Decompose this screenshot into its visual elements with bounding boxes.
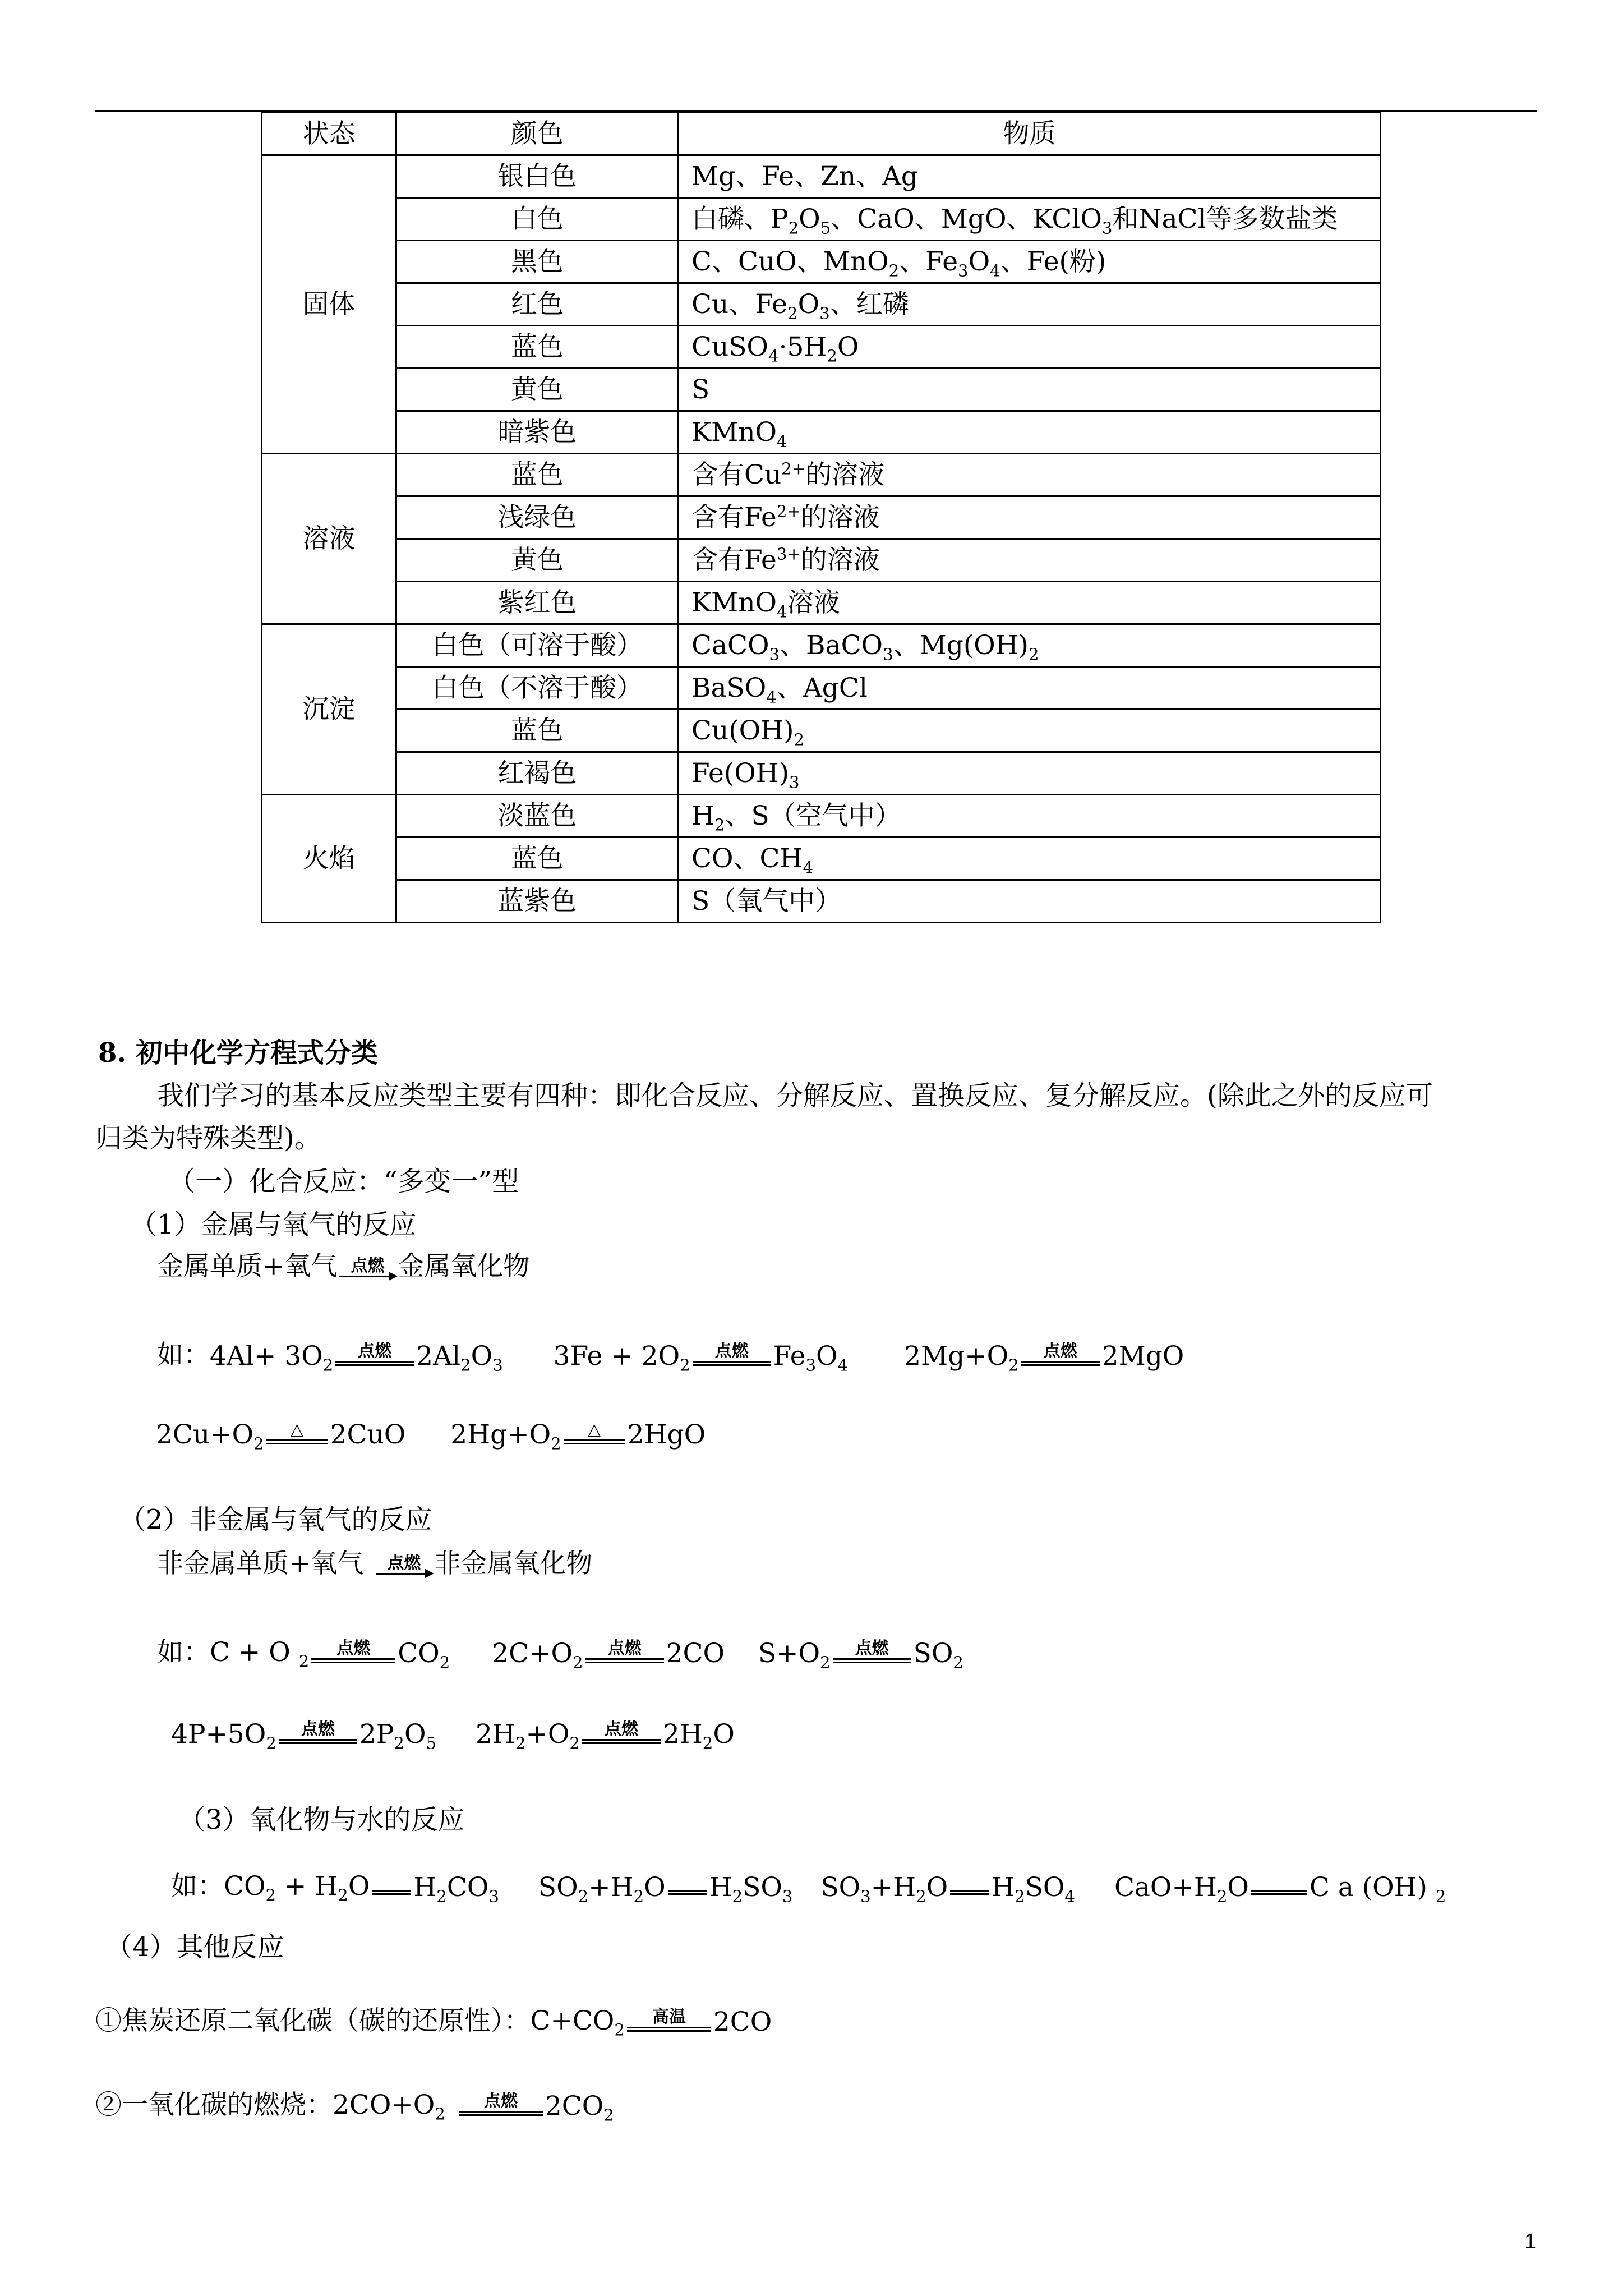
table-row [262, 624, 1381, 667]
equation-coke-reduction [95, 2000, 772, 2040]
equals-line [585, 1658, 664, 1663]
substance-cell: 含有$Fe^{3+}$的溶液 [679, 539, 1381, 582]
header-color: 颜色 [396, 113, 679, 155]
substance-cell: $CuSO_4\cdot 5H_2O$ [679, 326, 1381, 369]
table-row [262, 411, 1381, 454]
table-header-row [262, 113, 1381, 155]
table-row [262, 369, 1381, 411]
condition-arrow [335, 1342, 414, 1366]
color-cell: 白色 [396, 198, 679, 241]
condition-arrow [1251, 1890, 1307, 1895]
table-row [262, 795, 1381, 838]
equation-row-heat [156, 1419, 706, 1453]
table-row [262, 667, 1381, 710]
equals-line [833, 1658, 911, 1663]
table-row [262, 283, 1381, 326]
reactants: 如：$CO_2 + H_2O$ [171, 1871, 370, 1905]
products: $SO_2$ [913, 1638, 963, 1672]
reactants: 金属单质+氧气 [157, 1251, 338, 1282]
color-cell: 蓝色 [396, 838, 679, 880]
arrow-line [339, 1276, 395, 1277]
color-cell: 白色（不溶于酸） [396, 667, 679, 710]
example-prefix: 如： [157, 1340, 210, 1370]
color-cell: 淡蓝色 [396, 795, 679, 838]
table-row [262, 326, 1381, 369]
condition-arrow [668, 1890, 707, 1895]
state-cell: 火焰 [262, 795, 396, 923]
table-row [262, 880, 1381, 923]
item-other-reactions: （4）其他反应 [105, 1931, 284, 1963]
color-cell: 蓝紫色 [396, 880, 679, 923]
products: 2CO [666, 1638, 725, 1669]
color-cell: 蓝色 [396, 454, 679, 496]
condition-arrow [339, 1257, 395, 1277]
substance-cell: S [679, 369, 1381, 411]
table-row [262, 454, 1381, 496]
condition-label: 点燃 [351, 1256, 385, 1276]
reactants: 如：C + O $_2$ [157, 1637, 310, 1671]
substance-cell: $Cu(OH)_2$ [679, 710, 1381, 752]
table-row [262, 155, 1381, 198]
reactants: $SO_3+H_2O$ [820, 1872, 948, 1906]
products: $2CO_2$ [545, 2091, 614, 2125]
color-cell: 紫红色 [396, 582, 679, 624]
condition-arrow [376, 1554, 432, 1575]
reactants: 非金属单质+氧气 [157, 1548, 364, 1579]
equals-line [372, 1890, 411, 1895]
table-row [262, 241, 1381, 283]
heat-icon: △ [291, 1420, 304, 1439]
condition-label: 点燃 [483, 2091, 518, 2111]
equals-line [668, 1890, 707, 1895]
equation-metal-general [157, 1245, 529, 1283]
substance-cell: 含有$Fe^{2+}$的溶液 [679, 496, 1381, 539]
equals-line [1251, 1890, 1307, 1895]
table-row [262, 198, 1381, 241]
condition-label: 点燃 [607, 1639, 642, 1658]
condition-arrow [582, 1720, 661, 1744]
condition-label: 点燃 [387, 1553, 421, 1573]
products: C a (OH) $_2$ [1309, 1872, 1446, 1906]
condition-arrow [564, 1420, 625, 1444]
condition-arrow [585, 1639, 664, 1663]
reactants: $S+O_2$ [758, 1638, 831, 1672]
equals-line [627, 2027, 711, 2032]
condition-label: 点燃 [604, 1719, 638, 1739]
products: $CO_2$ [398, 1638, 450, 1672]
substance-cell: 含有$Cu^{2+}$的溶液 [679, 454, 1381, 496]
color-cell: 黑色 [396, 241, 679, 283]
state-cell: 溶液 [262, 454, 396, 624]
equation-row-metal-examples [157, 1334, 1184, 1375]
equation-co-combustion [95, 2084, 614, 2125]
condition-arrow [266, 1420, 328, 1444]
heat-icon: △ [588, 1420, 601, 1439]
subsection-combination: （一）化合反应：“多变一”型 [168, 1166, 519, 1197]
products: $H_2SO_3$ [709, 1872, 793, 1906]
reactants: $4P+5O_2$ [171, 1719, 276, 1753]
reactants: $4Al+ 3O_2$ [210, 1341, 334, 1375]
color-cell: 浅绿色 [396, 496, 679, 539]
color-cell: 蓝色 [396, 710, 679, 752]
state-cell: 固体 [262, 155, 396, 454]
condition-arrow [311, 1639, 395, 1663]
table-row [262, 752, 1381, 795]
intro-line-1: 我们学习的基本反应类型主要有四种：即化合反应、分解反应、置换反应、复分解反应。(除此之外的反应可 [157, 1080, 1433, 1111]
substance-cell: S（氧气中） [679, 880, 1381, 923]
table-row [262, 539, 1381, 582]
color-cell: 黄色 [396, 539, 679, 582]
color-cell: 银白色 [396, 155, 679, 198]
state-cell: 沉淀 [262, 624, 396, 795]
header-state: 状态 [262, 113, 396, 155]
reactants: $2H_2+O_2$ [476, 1719, 580, 1753]
condition-arrow [1021, 1342, 1100, 1366]
equals-line [950, 1890, 989, 1895]
products: $2P_2O_5$ [359, 1719, 437, 1753]
color-cell: 蓝色 [396, 326, 679, 369]
item-oxide-water: （3）氧化物与水的反应 [178, 1804, 465, 1835]
condition-label: 高温 [652, 2007, 686, 2027]
equation-row-oxide-water [171, 1865, 1446, 1906]
condition-arrow [459, 2092, 543, 2116]
header-substance: 物质 [679, 113, 1381, 155]
equals-line [459, 2111, 543, 2116]
condition-label: 点燃 [1043, 1341, 1077, 1361]
equation-row-nonmetal-1 [157, 1631, 963, 1672]
reactants: $2Cu+O_2$ [156, 1419, 264, 1453]
products: $2H_2O$ [662, 1719, 735, 1753]
equals-line [279, 1739, 357, 1744]
arrow-line [376, 1573, 432, 1575]
reactants: $SO_2+H_2O$ [538, 1872, 666, 1906]
item-nonmetal-oxygen: （2）非金属与氧气的反应 [119, 1504, 432, 1535]
color-table [261, 112, 1381, 923]
table-row [262, 710, 1381, 752]
products: 2MgO [1101, 1341, 1184, 1372]
condition-arrow [833, 1639, 911, 1663]
substance-cell: C、CuO、MnO$_2$、$Fe_3O_4$、Fe(粉) [679, 241, 1381, 283]
substance-cell: Mg、Fe、Zn、Ag [679, 155, 1381, 198]
table-row [262, 582, 1381, 624]
equation-row-nonmetal-2 [171, 1719, 735, 1753]
condition-label: 点燃 [336, 1639, 371, 1658]
table-row [262, 496, 1381, 539]
substance-cell: $Fe(OH)_3$ [679, 752, 1381, 795]
color-cell: 红色 [396, 283, 679, 326]
reactants: $2C+O_2$ [492, 1638, 583, 1672]
condition-label: 点燃 [358, 1341, 392, 1361]
products: 金属氧化物 [398, 1251, 530, 1282]
condition-arrow [950, 1890, 989, 1895]
condition-label: 点燃 [714, 1341, 749, 1361]
section-title: 8. 初中化学方程式分类 [98, 1037, 378, 1069]
equals-line [582, 1739, 661, 1744]
condition-label: 点燃 [855, 1639, 889, 1658]
equals-line [266, 1439, 328, 1444]
condition-arrow [279, 1720, 357, 1744]
products: $2Al_2O_3$ [416, 1341, 503, 1375]
products: 2CuO [330, 1419, 406, 1450]
products: $H_2SO_4$ [992, 1872, 1075, 1906]
substance-cell: BaSO$_4$、AgCl [679, 667, 1381, 710]
substance-cell: Cu、$Fe_2O_3$、红磷 [679, 283, 1381, 326]
equals-line [693, 1361, 771, 1366]
reactants: ①焦炭还原二氧化碳（碳的还原性）：$C+CO_2$ [95, 2005, 625, 2040]
color-cell: 暗紫色 [396, 411, 679, 454]
substance-cell: 白磷、$P_2O_5$、CaO、MgO、KClO$_3$和NaCl等多数盐类 [679, 198, 1381, 241]
reactants: $CaO+H_2O$ [1114, 1872, 1249, 1906]
products: 2CO [713, 2007, 772, 2037]
reactants: $3Fe + 2O_2$ [553, 1341, 690, 1375]
products: 2HgO [627, 1419, 706, 1450]
table-row [262, 838, 1381, 880]
substance-cell: CaCO$_3$、BaCO$_3$、$Mg(OH)_2$ [679, 624, 1381, 667]
condition-arrow [372, 1890, 411, 1895]
item-metal-oxygen: （1）金属与氧气的反应 [130, 1209, 417, 1240]
equals-line [1021, 1361, 1100, 1366]
equals-line [311, 1658, 395, 1663]
substance-cell: KMnO$_4$ [679, 411, 1381, 454]
condition-arrow [693, 1342, 771, 1366]
substance-cell: CO、$CH_4$ [679, 838, 1381, 880]
color-cell: 白色（可溶于酸） [396, 624, 679, 667]
substance-cell: KMnO$_4$溶液 [679, 582, 1381, 624]
color-cell: 黄色 [396, 369, 679, 411]
condition-arrow [627, 2008, 711, 2032]
products: $Fe_3O_4$ [773, 1341, 849, 1375]
reactants: $2Hg+O_2$ [450, 1419, 561, 1453]
reactants: $2Mg+O_2$ [904, 1341, 1019, 1375]
reactants: ②一氧化碳的燃烧：$2CO+O_2$ [95, 2090, 445, 2124]
condition-label: 点燃 [301, 1719, 335, 1739]
equals-line [335, 1361, 414, 1366]
products: 非金属氧化物 [434, 1548, 593, 1579]
equation-nonmetal-general [157, 1543, 592, 1580]
substance-cell: $H_2$、S（空气中） [679, 795, 1381, 838]
page-number: 1 [1524, 2230, 1537, 2253]
equals-line [564, 1439, 625, 1444]
color-cell: 红褐色 [396, 752, 679, 795]
intro-line-2: 归类为特殊类型)。 [95, 1122, 321, 1154]
products: $H_2CO_3$ [413, 1872, 499, 1906]
